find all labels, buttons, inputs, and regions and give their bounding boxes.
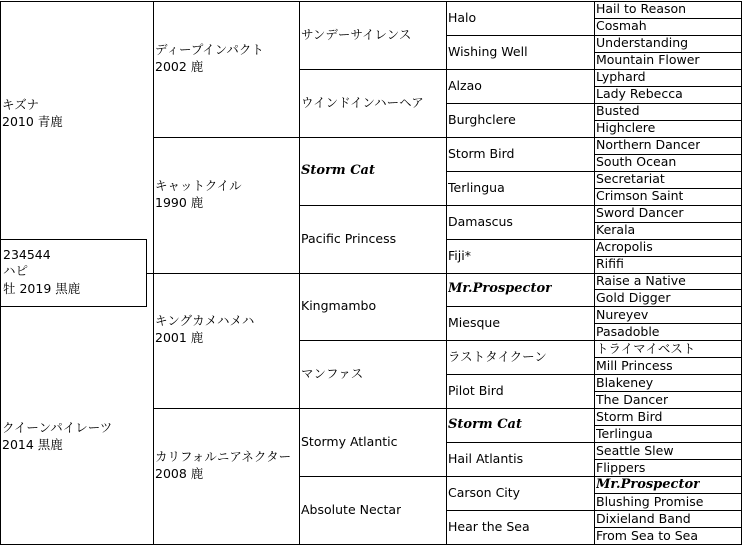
gen5-name: Lady Rebecca bbox=[596, 86, 683, 101]
gen5-name: Seattle Slew bbox=[596, 443, 674, 458]
row-divider bbox=[153, 408, 299, 409]
row-divider bbox=[153, 273, 299, 274]
gen5-name: Gold Digger bbox=[596, 290, 671, 305]
gen4-name: Hail Atlantis bbox=[448, 451, 524, 466]
gen5-name: Blushing Promise bbox=[596, 494, 704, 509]
gen5-name: Sword Dancer bbox=[596, 205, 684, 220]
gen3-name: Kingmambo bbox=[301, 298, 377, 313]
gen4-name: Wishing Well bbox=[448, 44, 528, 59]
row-divider bbox=[446, 69, 594, 70]
gen4-name: Carson City bbox=[448, 485, 521, 500]
gen4-name: Storm Cat bbox=[448, 417, 522, 432]
gen5-name: Mountain Flower bbox=[596, 52, 700, 67]
gen1-name: クイーンパイレーツ bbox=[2, 420, 113, 435]
gen5-name: Blakeney bbox=[596, 375, 654, 390]
gen5-name: Raise a Native bbox=[596, 273, 686, 288]
gen3-name: Pacific Princess bbox=[301, 231, 397, 246]
gen2-info: 2001 鹿 bbox=[155, 330, 204, 345]
gen2-name: カリフォルニアネクター bbox=[155, 449, 292, 464]
row-divider bbox=[446, 103, 594, 104]
row-divider bbox=[153, 137, 299, 138]
row-divider bbox=[446, 205, 594, 206]
gen5-name: Pasadoble bbox=[596, 324, 660, 339]
gen5-name: South Ocean bbox=[596, 154, 677, 169]
row-divider bbox=[299, 69, 446, 70]
gen3-name: ウインドインハーヘア bbox=[301, 95, 424, 110]
row-divider bbox=[446, 442, 594, 443]
gen2-name: キャットクイル bbox=[155, 178, 242, 193]
gen3-name: Absolute Nectar bbox=[301, 502, 402, 517]
row-divider bbox=[299, 273, 446, 274]
row-divider bbox=[446, 273, 594, 274]
row-divider bbox=[299, 137, 446, 138]
gen4-name: Pilot Bird bbox=[448, 383, 504, 398]
gen1-info: 2010 青鹿 bbox=[2, 114, 63, 129]
gen4-name: Miesque bbox=[448, 315, 501, 330]
subject-id: 234544 bbox=[3, 247, 51, 262]
gen5-name: Dixieland Band bbox=[596, 511, 691, 526]
row-divider bbox=[446, 374, 594, 375]
row-divider bbox=[299, 408, 446, 409]
gen2-info: 2008 鹿 bbox=[155, 466, 204, 481]
gen5-name: Highclere bbox=[596, 120, 656, 135]
gen4-name: ラストタイクーン bbox=[448, 349, 547, 364]
gen5-name: The Dancer bbox=[596, 392, 669, 407]
gen5-name: Terlingua bbox=[596, 426, 653, 441]
row-divider bbox=[446, 340, 594, 341]
gen5-name: Mr.Prospector bbox=[596, 477, 700, 492]
gen4-name: Halo bbox=[448, 10, 477, 25]
row-divider bbox=[299, 476, 446, 477]
row-divider bbox=[446, 171, 594, 172]
gen5-name: Northern Dancer bbox=[596, 137, 701, 152]
gen5-name: Crimson Saint bbox=[596, 188, 684, 203]
gen3-name: Stormy Atlantic bbox=[301, 434, 398, 449]
gen3-name: サンデーサイレンス bbox=[301, 27, 412, 42]
gen4-name: Fiji* bbox=[448, 248, 471, 263]
row-divider bbox=[446, 137, 594, 138]
gen5-name: Acropolis bbox=[596, 239, 653, 254]
gen5-name: Nureyev bbox=[596, 307, 649, 322]
gen5-name: Busted bbox=[596, 103, 640, 118]
row-divider bbox=[446, 35, 594, 36]
gen5-name: Lyphard bbox=[596, 69, 646, 84]
row-divider bbox=[446, 239, 594, 240]
gen3-name: Storm Cat bbox=[301, 163, 375, 178]
gen5-name: Kerala bbox=[596, 222, 636, 237]
subject-box bbox=[0, 239, 147, 307]
row-divider bbox=[446, 510, 594, 511]
subject-name: ハピ bbox=[3, 263, 29, 278]
gen2-info: 1990 鹿 bbox=[155, 195, 204, 210]
row-divider bbox=[299, 205, 446, 206]
gen5-name: Cosmah bbox=[596, 18, 647, 33]
gen5-name: Storm Bird bbox=[596, 409, 663, 424]
gen4-name: Burghclere bbox=[448, 112, 516, 127]
gen5-name: Mill Princess bbox=[596, 358, 673, 373]
row-divider bbox=[446, 476, 594, 477]
gen4-name: Damascus bbox=[448, 214, 513, 229]
gen4-name: Hear the Sea bbox=[448, 519, 530, 534]
gen5-name: Flippers bbox=[596, 460, 646, 475]
gen2-info: 2002 鹿 bbox=[155, 59, 204, 74]
gen5-name: Rififi bbox=[596, 256, 624, 271]
gen5-name: Secretariat bbox=[596, 171, 665, 186]
gen4-name: Storm Bird bbox=[448, 146, 515, 161]
gen4-name: Mr.Prospector bbox=[448, 281, 552, 296]
gen4-name: Terlingua bbox=[448, 180, 505, 195]
gen5-name: トライマイベスト bbox=[596, 341, 696, 356]
gen4-name: Alzao bbox=[448, 78, 482, 93]
gen2-name: キングカメハメハ bbox=[155, 313, 255, 328]
gen2-name: ディープインパクト bbox=[155, 42, 264, 57]
gen1-info: 2014 黒鹿 bbox=[2, 437, 63, 452]
subject-info: 牡 2019 黒鹿 bbox=[3, 281, 81, 296]
gen5-name: Understanding bbox=[596, 35, 689, 50]
gen5-name: Hail to Reason bbox=[596, 1, 687, 16]
gen5-name: From Sea to Sea bbox=[596, 528, 699, 543]
row-divider bbox=[446, 408, 594, 409]
gen1-name: キズナ bbox=[2, 97, 40, 112]
gen3-name: マンファス bbox=[301, 366, 364, 381]
row-divider bbox=[446, 306, 594, 307]
row-divider bbox=[299, 340, 446, 341]
